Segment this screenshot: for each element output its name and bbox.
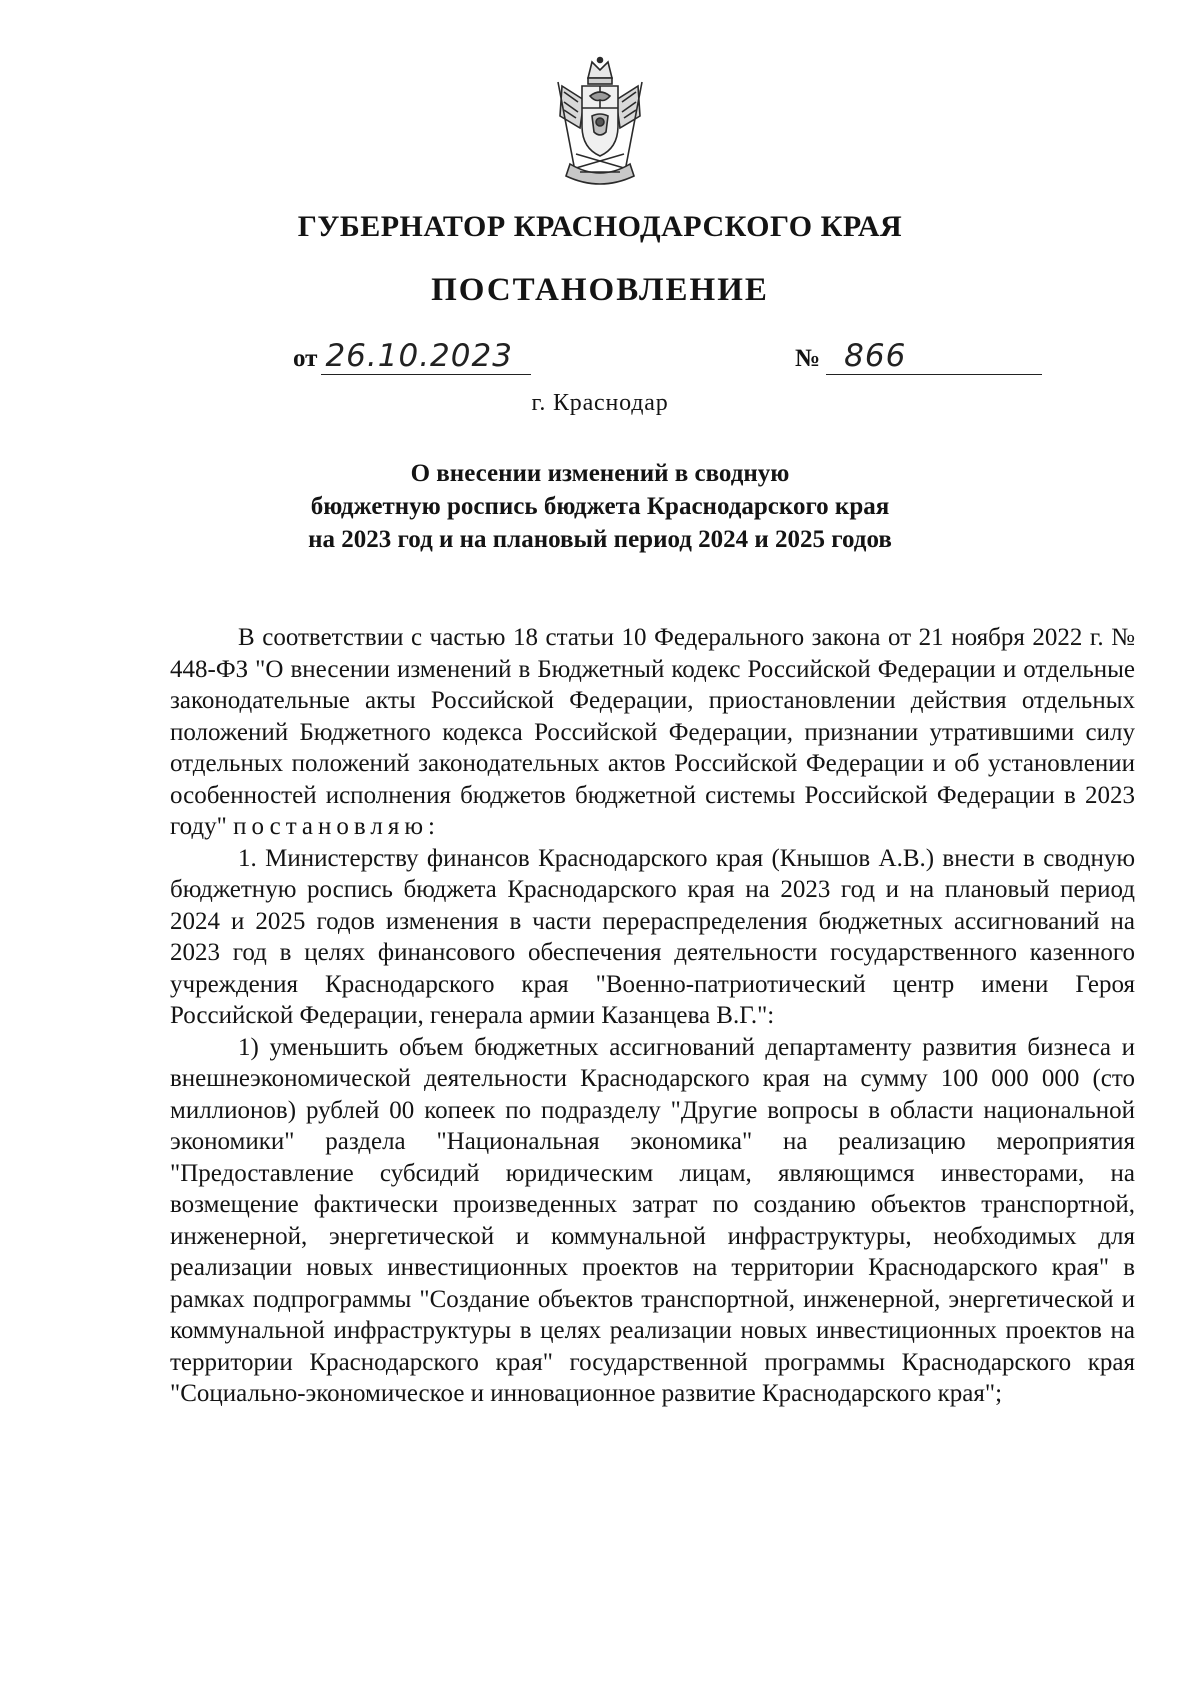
- title-line: бюджетную роспись бюджета Краснодарского края: [310, 493, 890, 520]
- decree-word: постановляю:: [233, 813, 440, 840]
- intro-paragraph: [170, 622, 1135, 843]
- title-line: О внесении изменений в сводную: [410, 460, 790, 487]
- number-prefix: №: [795, 345, 821, 372]
- handwritten-date: 26.10.2023: [321, 338, 531, 375]
- document-type: ПОСТАНОВЛЕНИЕ: [431, 272, 769, 308]
- coat-of-arms-emblem: [550, 56, 650, 186]
- city: г. Краснодар: [531, 390, 669, 416]
- title-line: на 2023 год и на плановый период 2024 и 2025 годов: [308, 526, 892, 553]
- intro-text: В соответствии с частью 18 статьи 10 Федерального закона от 21 ноября 2022 г. № 448-ФЗ "О внесении изменений в Бюджетный кодекс Российской Федерации и отдельные законодательные акты Российской Федерации, приостановлении действия отдельных положений Бюджетного кодекса Российской Федерации, признании утратившими силу отдельных положений законодательных актов Российской Федерации и об установлении особенностей исполнения бюджетов бюджетной системы Российской Федерации в 2023 году": [170, 624, 1135, 840]
- handwritten-number: 866: [826, 338, 1042, 375]
- date-prefix: от: [293, 345, 318, 372]
- subclause-1: 1) уменьшить объем бюджетных ассигнований департаменту развития бизнеса и внешнеэкономической деятельности Краснодарского края на сумму 100 000 000 (сто миллионов) рублей 00 копеек по подразделу "Другие вопросы в области национальной экономики" раздела "Национальная экономика" на реализацию мероприятия "Предоставление субсидий юридическим лицам, являющимся инвесторами, на возмещение фактически произведенных затрат по созданию объектов транспортной, инженерной, энергетической и коммунальной инфраструктуры, необходимых для реализации новых инвестиционных проектов на территории Краснодарского края" в рамках подпрограммы "Создание объектов транспортной, инженерной, энергетической и коммунальной инфраструктуры в целях реализации новых инвестиционных проектов на территории Краснодарского края" государственной программы Краснодарского края "Социально-экономическое и инновационное развитие Краснодарского края";: [170, 1033, 1135, 1407]
- issuing-authority: ГУБЕРНАТОР КРАСНОДАРСКОГО КРАЯ: [297, 210, 903, 243]
- date-row: [293, 338, 531, 375]
- number-row: [795, 338, 1042, 375]
- document-body: [170, 622, 1135, 1410]
- clause-1: 1. Министерству финансов Краснодарского края (Кнышов А.В.) внести в сводную бюджетную роспись бюджета Краснодарского края на 2023 год и на плановый период 2024 и 2025 годов изменения в части перераспределения бюджетных ассигнований на 2023 год в целях финансового обеспечения деятельности государственного казенного учреждения Краснодарского края "Военно-патриотический центр имени Героя Российской Федерации, генерала армии Казанцева В.Г.":: [170, 844, 1135, 1029]
- document-title: [0, 457, 1200, 556]
